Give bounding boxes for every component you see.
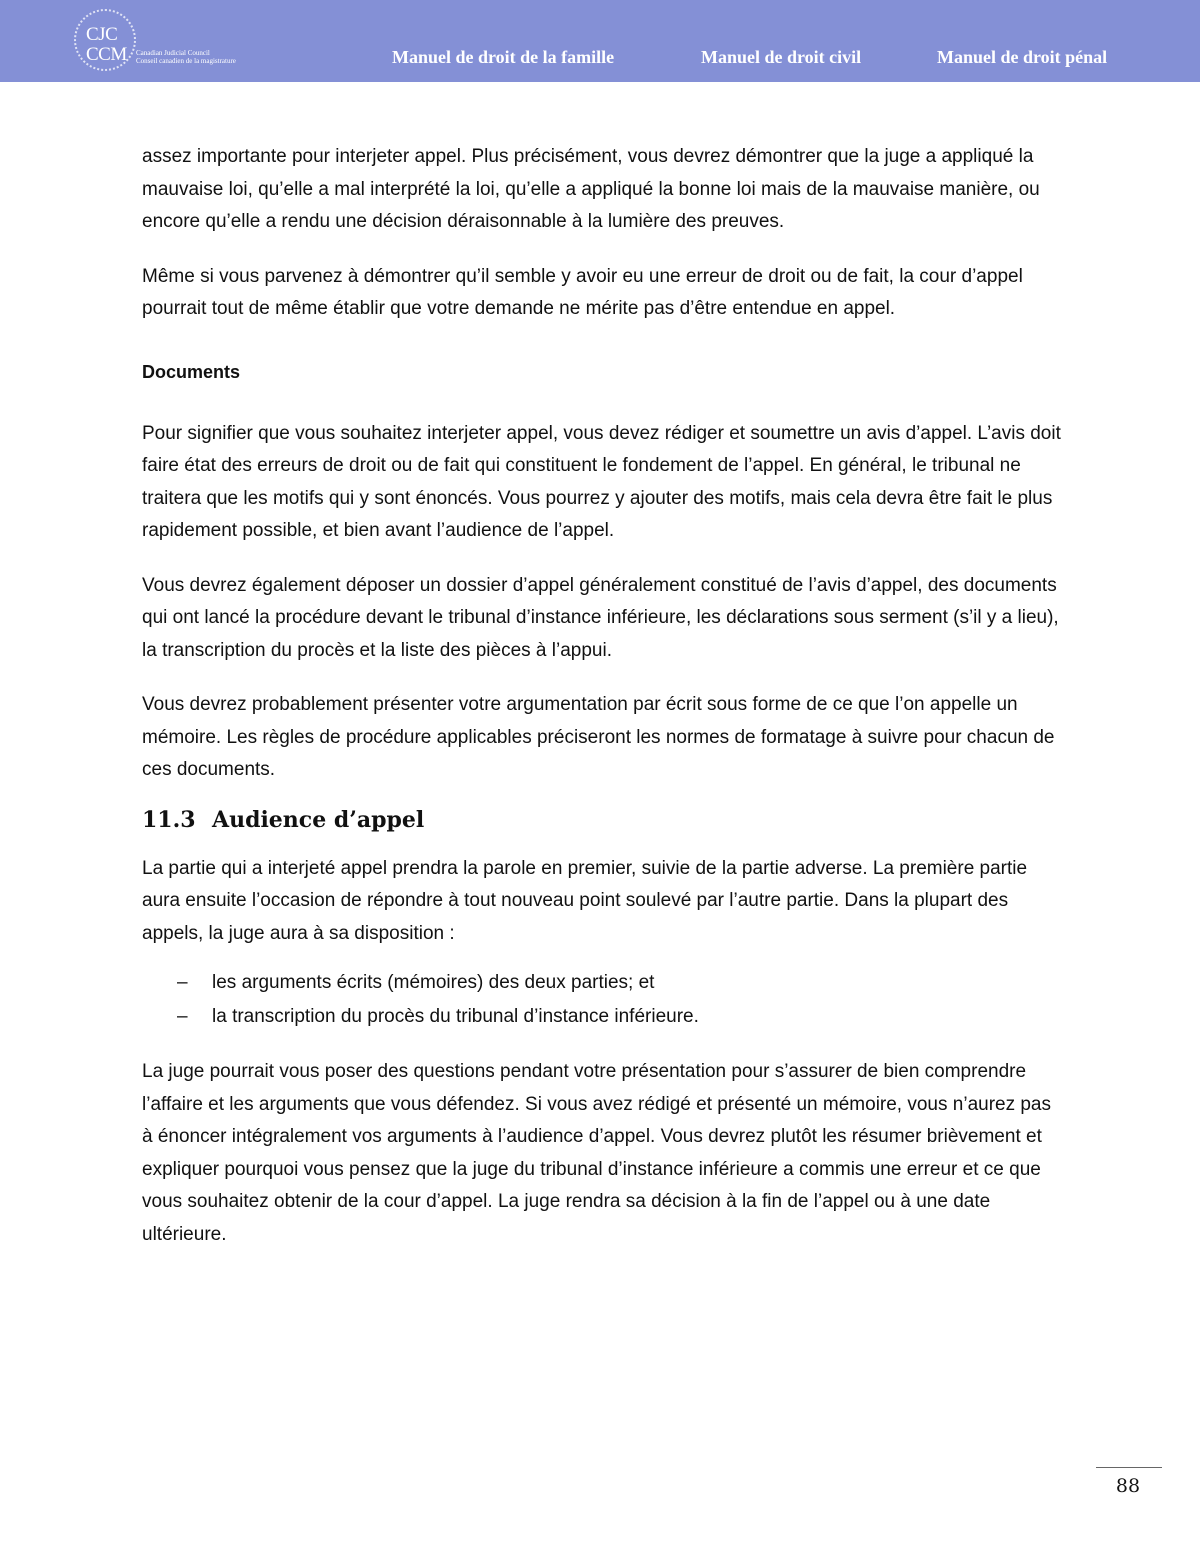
paragraph: La juge pourrait vous poser des questions pendant votre présentation pour s’assurer de bien comprendre l’affaire et les arguments que vous défendez. Si vous avez rédigé et présenté un mémoire, vous n’aurez pas à énoncer intégralement vos arguments à l’audience d’appel. Vous devrez plutôt les résumer brièvement et expliquer pourquoi vous pensez que la juge du tribunal d’instance inférieure a commis une erreur et ce que vous souhaitez obtenir de la cour d’appel. La juge rendra sa décision à la fin de l’appel ou à une date ultérieure.	[142, 1061, 1052, 1245]
subheading-documents: Documents	[142, 361, 241, 382]
dash-bullet: –	[177, 972, 188, 993]
paragraph: assez importante pour interjeter appel. Plus précisément, vous devrez démontrer que la juge a appliqué la mauvaise loi, qu’elle a mal interprété la loi, qu’elle a appliqué la bonne loi mais de la mauvaise manière, ou encore qu’elle a rendu une décision déraisonnable à la lumière des preuves.	[142, 146, 1040, 232]
cjc-ccm-logo[interactable]	[74, 9, 264, 73]
footer-divider	[1096, 1467, 1162, 1468]
logo-abbr-en: CJC	[86, 24, 118, 45]
paragraph: La partie qui a interjeté appel prendra la parole en premier, suivie de la partie adverse. La première partie aura ensuite l’occasion de répondre à tout nouveau point soulevé par l’autre partie. Dans la plupart des appels, la juge aura à sa disposition :	[142, 857, 1028, 944]
list-item	[142, 1000, 1062, 1034]
section-number: 11.3	[142, 806, 196, 833]
section-title: Audience d’appel	[212, 806, 425, 833]
paragraph: Même si vous parvenez à démontrer qu’il semble y avoir eu une erreur de droit ou de fait, la cour d’appel pourrait tout de même établir que votre demande ne mérite pas d’être entendue en appel.	[142, 265, 1023, 319]
logo-name-fr: Conseil canadien de la magistrature	[136, 57, 236, 65]
nav-link-civil-law[interactable]: Manuel de droit civil	[701, 47, 862, 67]
list-item-text: la transcription du procès du tribunal d’instance inférieure.	[212, 1006, 699, 1027]
page-content	[142, 141, 1062, 1251]
paragraph: Pour signifier que vous souhaitez interjeter appel, vous devez rédiger et soumettre un avis d’appel. L’avis doit faire état des erreurs de droit ou de fait qui constituent le fondement de l’appel. En général, le tribunal ne traitera que les motifs qui y sont énoncés. Vous pourrez y ajouter des motifs, mais cela devra être fait le plus rapidement possible, et bien avant l’audience de l’appel.	[142, 422, 1061, 541]
list-item-text: les arguments écrits (mémoires) des deux parties; et	[212, 972, 655, 993]
section-heading	[142, 805, 1062, 835]
bullet-list	[142, 966, 1062, 1034]
dash-bullet: –	[177, 1006, 188, 1027]
nav-link-family-law[interactable]: Manuel de droit de la famille	[392, 47, 615, 67]
logo-name-en: Canadian Judicial Council	[136, 49, 210, 57]
paragraph: Vous devrez également déposer un dossier d’appel généralement constitué de l’avis d’appel, des documents qui ont lancé la procédure devant le tribunal d’instance inférieure, les déclarations sous serment (s’il y a lieu), la transcription du procès et la liste des pièces à l’appui.	[142, 574, 1059, 661]
list-item	[142, 966, 1062, 1000]
page-header	[0, 0, 1200, 82]
logo-abbr-fr: CCM	[86, 44, 127, 65]
paragraph: Vous devrez probablement présenter votre argumentation par écrit sous forme de ce que l’on appelle un mémoire. Les règles de procédure applicables préciseront les normes de formatage à suivre pour chacun de ces documents.	[142, 694, 1055, 780]
page-number: 88	[1115, 1475, 1141, 1497]
nav-link-criminal-law[interactable]: Manuel de droit pénal	[937, 47, 1108, 67]
